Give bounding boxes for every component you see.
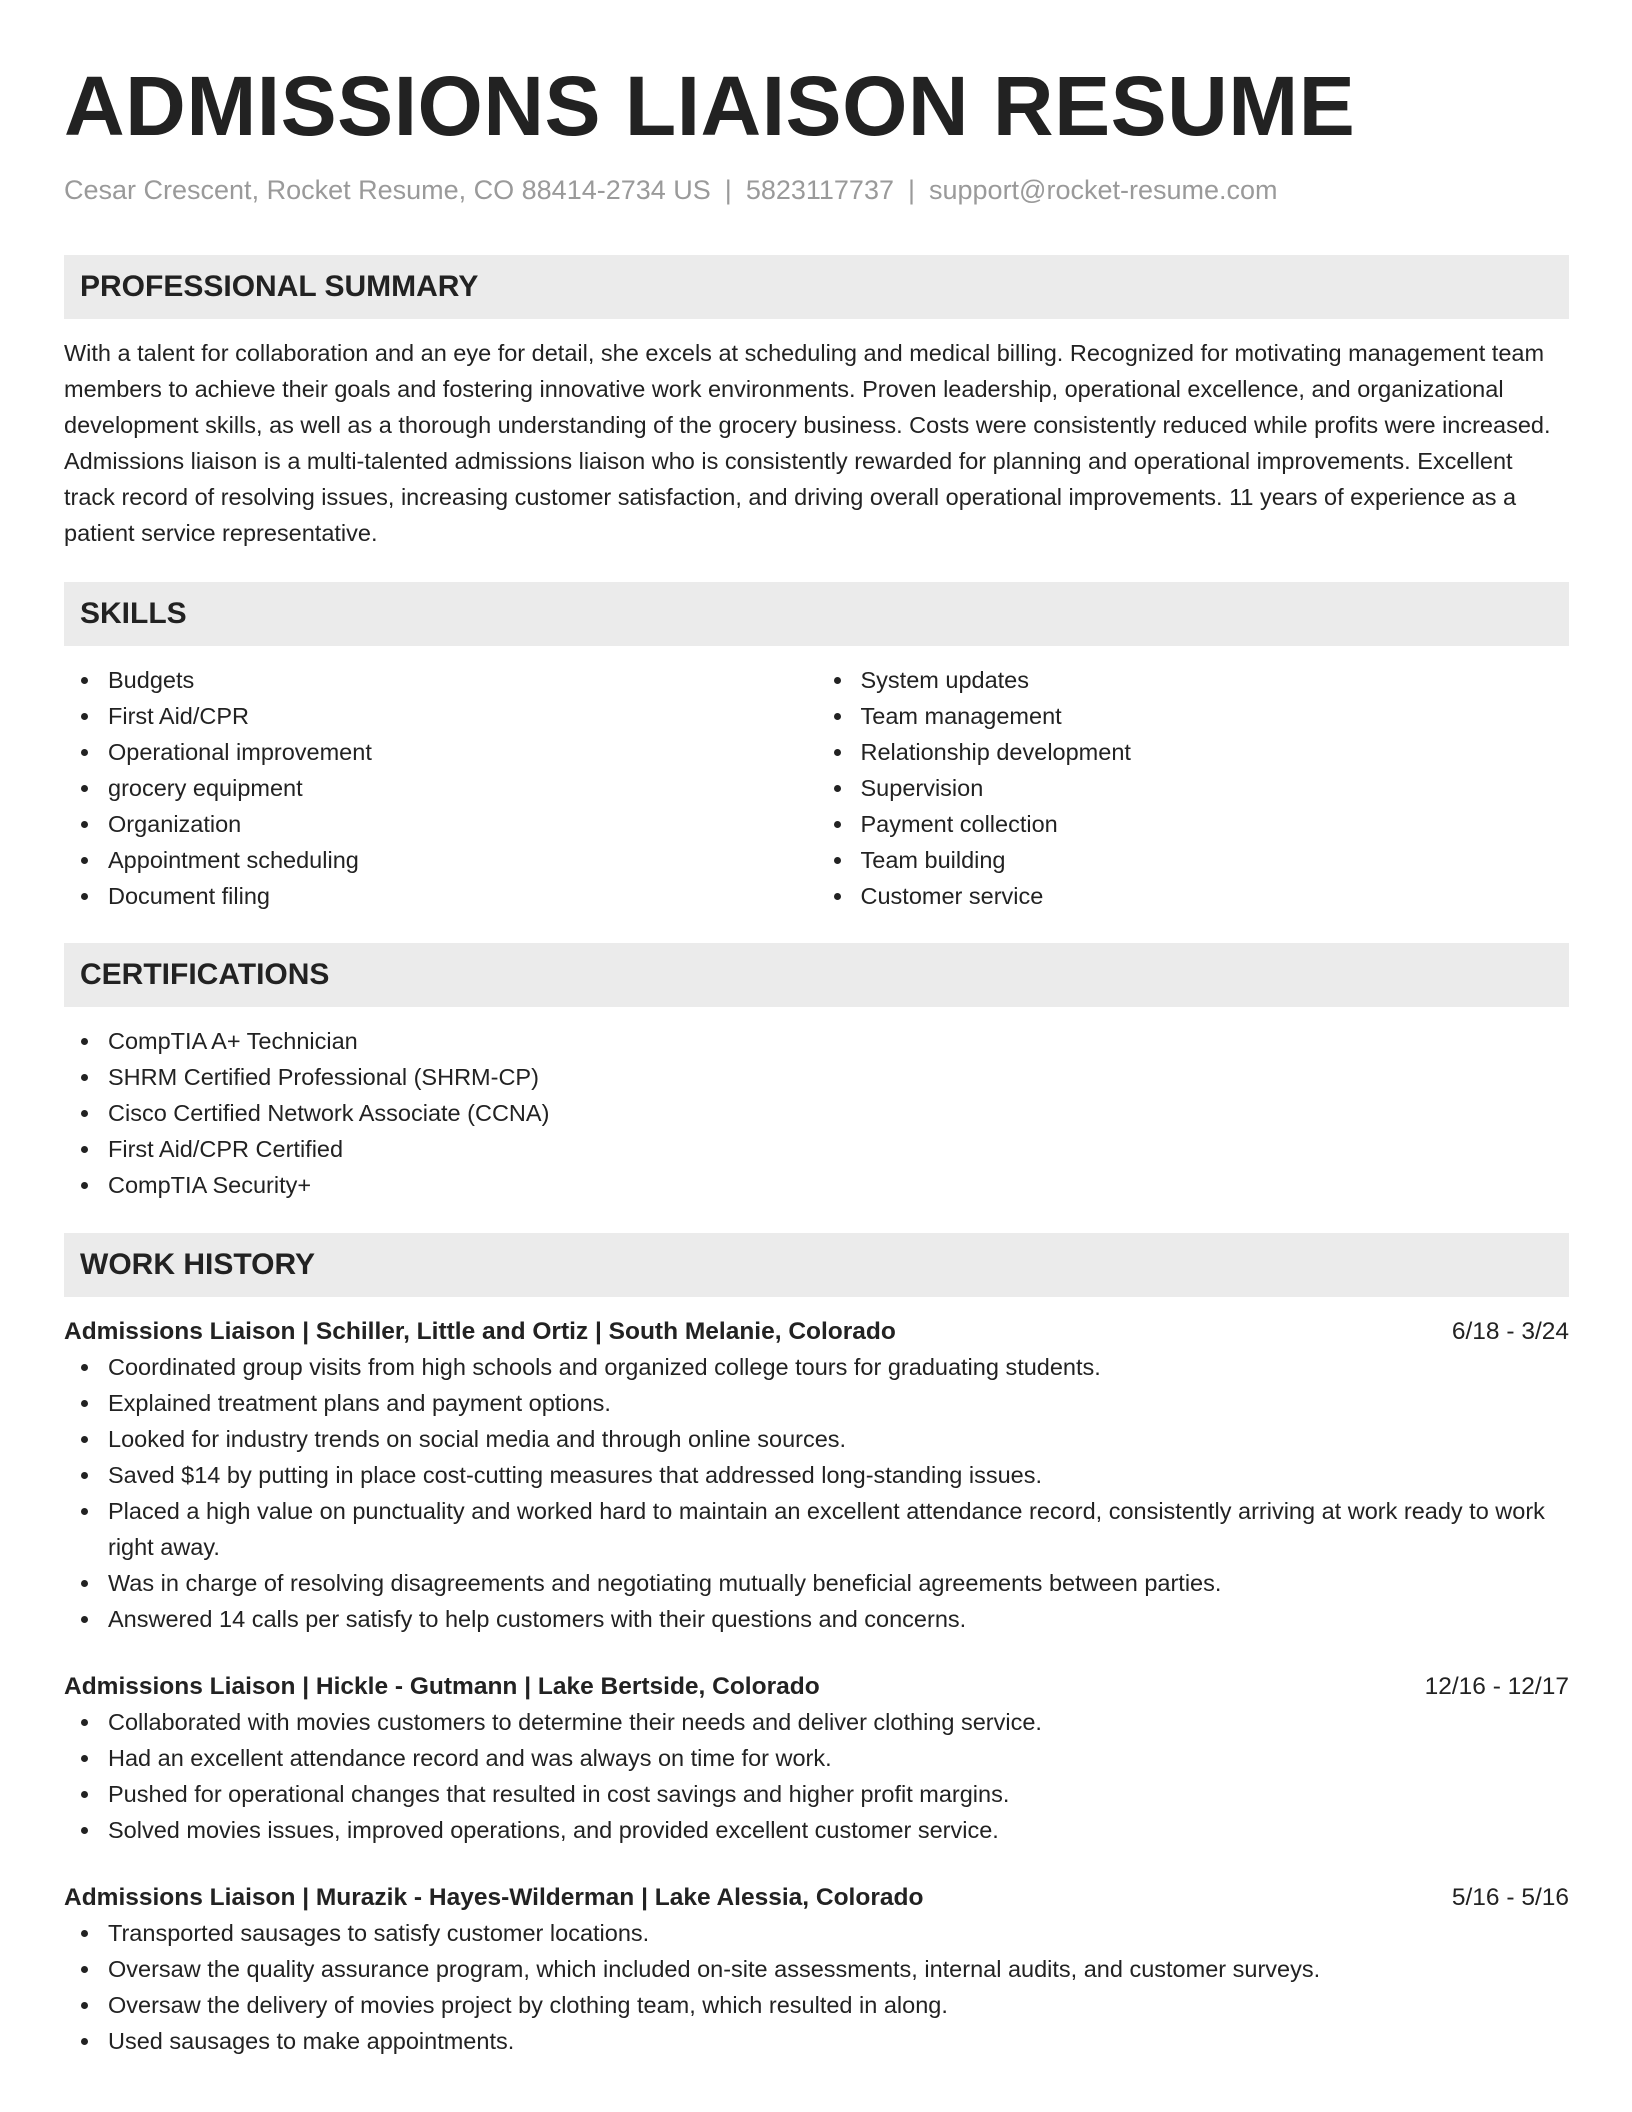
skill-item: Team building	[861, 842, 1570, 878]
skill-item: Appointment scheduling	[108, 842, 817, 878]
job-entry	[64, 1881, 1569, 2059]
certification-item: CompTIA Security+	[108, 1167, 1569, 1203]
job-duty: Collaborated with movies customers to determine their needs and deliver clothing service.	[108, 1704, 1569, 1740]
job-duty: Oversaw the delivery of movies project by clothing team, which resulted in along.	[108, 1987, 1569, 2023]
job-dates: 12/16 - 12/17	[1424, 1673, 1569, 1700]
job-duty: Solved movies issues, improved operations, and provided excellent customer service.	[108, 1812, 1569, 1848]
job-duty: Placed a high value on punctuality and worked hard to maintain an excellent attendance record, consistently arriving at work ready to work right away.	[108, 1493, 1569, 1565]
skill-item: First Aid/CPR	[108, 698, 817, 734]
contact-email[interactable]: support@rocket-resume.com	[929, 175, 1278, 205]
job-duty: Transported sausages to satisfy customer locations.	[108, 1915, 1569, 1951]
job-title: Admissions Liaison | Schiller, Little and Ortiz | South Melanie, Colorado	[64, 1318, 896, 1345]
skill-item: Operational improvement	[108, 734, 817, 770]
skills-columns	[64, 662, 1569, 914]
job-heading	[64, 1881, 1569, 1915]
contact-separator: |	[907, 175, 915, 205]
job-title: Admissions Liaison | Hickle - Gutmann | Lake Bertside, Colorado	[64, 1673, 820, 1700]
skill-item: Supervision	[861, 770, 1570, 806]
skill-item: System updates	[861, 662, 1570, 698]
job-duty: Oversaw the quality assurance program, which included on-site assessments, internal audits, and customer surveys.	[108, 1951, 1569, 1987]
resume-title: ADMISSIONS LIAISON RESUME	[64, 59, 1356, 153]
summary-paragraph: With a talent for collaboration and an eye for detail, she excels at scheduling and medical billing. Recognized for motivating management team members to achieve their goals and fostering innovative work environments. Proven leadership, operational excellence, and organizational development skills, as well as a thorough understanding of the grocery business. Costs were consistently reduced while profits were increased. Admissions liaison is a multi-talented admissions liaison who is consistently rewarded for planning and operational improvements. Excellent track record of resolving issues, increasing customer satisfaction, and driving overall operational improvements. 11 years of experience as a patient service representative.	[64, 340, 1551, 546]
contact-phone: 5823117737	[745, 175, 894, 205]
skill-item: Relationship development	[861, 734, 1570, 770]
skill-item: Document filing	[108, 878, 817, 914]
certification-item: Cisco Certified Network Associate (CCNA)	[108, 1095, 1569, 1131]
job-heading	[64, 1670, 1569, 1704]
skill-item: Team management	[861, 698, 1570, 734]
job-duties-list	[64, 1349, 1569, 1637]
job-duty: Looked for industry trends on social media and through online sources.	[108, 1421, 1569, 1457]
section-header-summary: PROFESSIONAL SUMMARY	[64, 255, 1569, 319]
certification-item: SHRM Certified Professional (SHRM-CP)	[108, 1059, 1569, 1095]
certification-item: CompTIA A+ Technician	[108, 1023, 1569, 1059]
job-duty: Coordinated group visits from high schools and organized college tours for graduating students.	[108, 1349, 1569, 1385]
job-entry	[64, 1315, 1569, 1637]
resume-page	[64, 0, 1569, 2059]
job-duties-list	[64, 1704, 1569, 1848]
skill-item: Budgets	[108, 662, 817, 698]
job-duty: Saved $14 by putting in place cost-cutting measures that addressed long-standing issues.	[108, 1457, 1569, 1493]
job-title: Admissions Liaison | Murazik - Hayes-Wilderman | Lake Alessia, Colorado	[64, 1884, 924, 1911]
job-entry	[64, 1670, 1569, 1848]
job-duty: Answered 14 calls per satisfy to help customers with their questions and concerns.	[108, 1601, 1569, 1637]
skill-item: Organization	[108, 806, 817, 842]
contact-address: Cesar Crescent, Rocket Resume, CO 88414-2734 US	[64, 175, 711, 205]
certifications-list	[64, 1023, 1569, 1203]
job-duty: Had an excellent attendance record and was always on time for work.	[108, 1740, 1569, 1776]
contact-line	[64, 174, 1569, 206]
job-duty: Used sausages to make appointments.	[108, 2023, 1569, 2059]
contact-separator: |	[724, 175, 732, 205]
job-duty: Pushed for operational changes that resulted in cost savings and higher profit margins.	[108, 1776, 1569, 1812]
certification-item: First Aid/CPR Certified	[108, 1131, 1569, 1167]
skill-item: grocery equipment	[108, 770, 817, 806]
job-duty: Explained treatment plans and payment options.	[108, 1385, 1569, 1421]
section-header-certifications: CERTIFICATIONS	[64, 943, 1569, 1007]
skill-item: Payment collection	[861, 806, 1570, 842]
skill-item: Customer service	[861, 878, 1570, 914]
job-dates: 6/18 - 3/24	[1451, 1318, 1569, 1345]
skills-list-right	[817, 662, 1570, 914]
job-duty: Was in charge of resolving disagreements and negotiating mutually beneficial agreements between parties.	[108, 1565, 1569, 1601]
skills-list-left	[64, 662, 817, 914]
section-header-work-history: WORK HISTORY	[64, 1233, 1569, 1297]
section-header-skills: SKILLS	[64, 582, 1569, 646]
job-dates: 5/16 - 5/16	[1451, 1884, 1569, 1911]
job-duties-list	[64, 1915, 1569, 2059]
job-heading	[64, 1315, 1569, 1349]
